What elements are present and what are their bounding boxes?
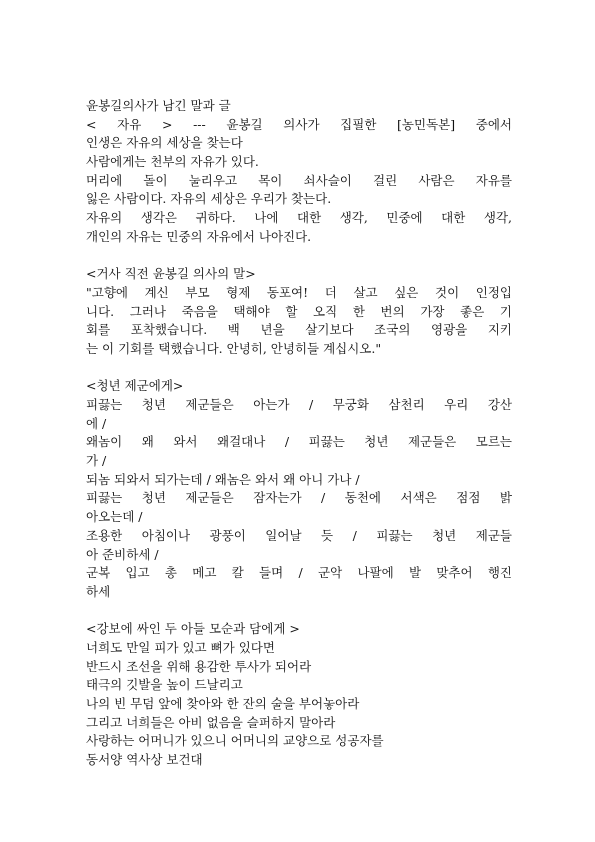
youth-header: <청년 제군에게> [86, 378, 184, 394]
youth-line: 피끓는 청년 제군들은 아는가 / 무궁화 삼천리 우리 강산 [86, 397, 512, 412]
sons-line: 동서양 역사상 보건대 [86, 752, 203, 768]
sons-line: 반드시 조선을 위해 용감한 투사가 되어라 [86, 658, 312, 674]
freedom-line: 사람에게는 천부의 자유가 있다. [86, 154, 259, 170]
sons-line: 사랑하는 어머니가 있으니 어머니의 교양으로 성공자를 [86, 733, 384, 749]
youth-line: 하세 [86, 583, 111, 599]
freedom-line: 잃은 사람이다. 자유의 세상은 우리가 찾는다. [86, 191, 332, 207]
sons-line: 태극의 깃발을 높이 드날리고 [86, 677, 243, 693]
youth-line: 에 / [86, 415, 107, 431]
sons-line: 그리고 너희들은 아비 없음을 슬퍼하지 말아라 [86, 714, 336, 730]
freedom-line: 인생은 자유의 세상을 찾는다 [86, 135, 243, 151]
final-words-line: 회를 포착했습니다. 백 년을 살기보다 조국의 영광을 지키 [86, 322, 512, 338]
final-words-line: "고향에 계신 부모 형제 동포여! 더 살고 싶은 것이 인정입 [86, 284, 512, 300]
youth-line: 피끓는 청년 제군들은 잠자는가 / 동천에 서색은 점점 밝 [86, 490, 512, 506]
freedom-line: 머리에 돌이 눌리우고 목이 쇠사슬이 걸린 사람은 자유를 [86, 172, 512, 188]
youth-line: 가 / [86, 453, 107, 469]
freedom-header: < 자유 > --- 윤봉길 의사가 집필한 [농민독본] 중에서 [86, 116, 512, 132]
youth-line: 되놈 되와서 되가는데 / 왜놈은 와서 왜 아니 가나 / [86, 471, 360, 487]
section-spacer [86, 247, 512, 266]
sons-line: 나의 빈 무덤 앞에 찾아와 한 잔의 술을 부어놓아라 [86, 696, 360, 711]
youth-line: 군복 입고 총 메고 칼 들며 / 군악 나팔에 발 맞추어 행진 [86, 565, 512, 581]
section-spacer [86, 359, 512, 378]
final-words-header: <거사 직전 윤봉길 의사의 말> [86, 266, 256, 282]
youth-line: 아오는데 / [86, 509, 143, 525]
sons-line: 너희도 만일 피가 있고 뼈가 있다면 [86, 639, 275, 655]
freedom-line: 자유의 생각은 귀하다. 나에 대한 생각, 민중에 대한 생각, [86, 210, 512, 226]
final-words-line: 니다. 그러나 죽음을 택해야 할 오직 한 번의 가장 좋은 기 [86, 303, 512, 319]
freedom-line: 개인의 자유는 민중의 자유에서 나아진다. [86, 228, 312, 244]
final-words-line: 는 이 기회를 택했습니다. 안녕히, 안녕히들 계십시오." [86, 340, 382, 356]
document-title: 윤봉길의사가 남긴 말과 글 [86, 98, 231, 113]
youth-line: 왜놈이 왜 와서 왜걸대나 / 피끓는 청년 제군들은 모르는 [86, 434, 512, 450]
section-spacer [86, 602, 512, 621]
sons-header: <강보에 싸인 두 아들 모순과 담에게 > [86, 621, 300, 637]
document-body [86, 97, 512, 770]
youth-line: 조용한 아침이나 광풍이 일어날 듯 / 피끓는 청년 제군들 [86, 527, 512, 543]
youth-line: 아 준비하세 / [86, 546, 159, 562]
